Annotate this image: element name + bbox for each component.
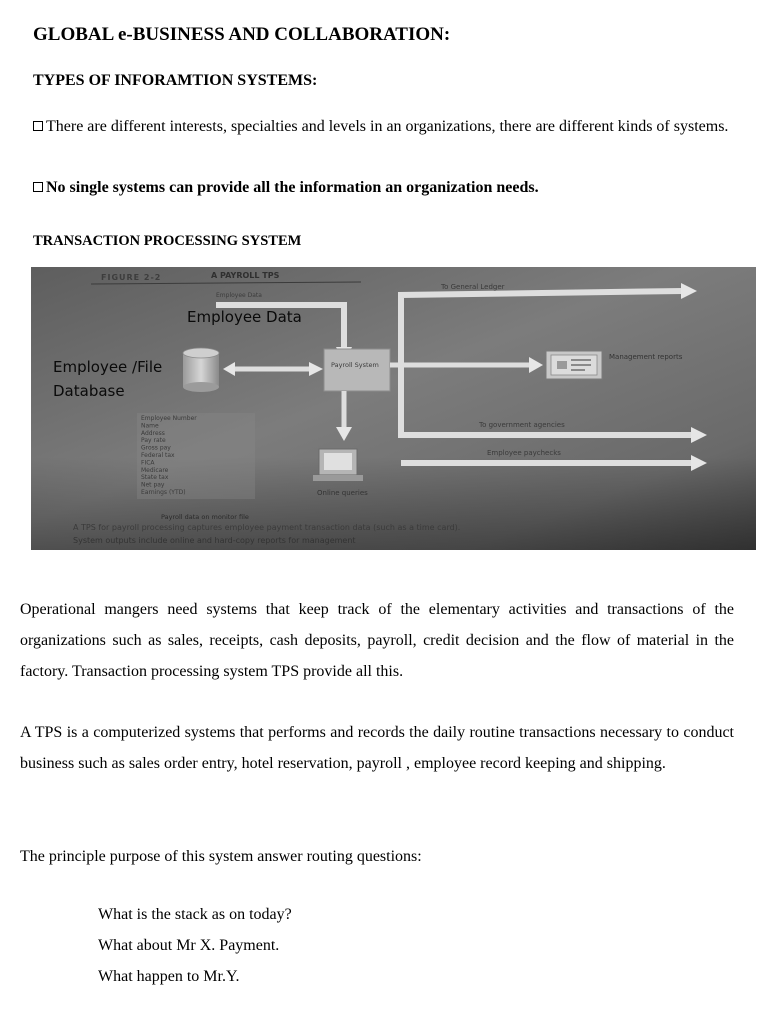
employee-field-item: Name: [141, 422, 159, 430]
management-reports-icon: [546, 351, 602, 379]
bullet-text: No single systems can provide all the information an organization needs.: [46, 179, 539, 196]
paychecks-label: Employee paychecks: [487, 449, 561, 457]
payroll-monitor-label: Payroll data on monitor file: [161, 513, 249, 521]
database-label-line2: Database: [53, 382, 125, 400]
employee-field-item: Pay rate: [141, 437, 166, 445]
page-title: GLOBAL e-BUSINESS AND COLLABORATION:: [33, 24, 451, 45]
bullet-item: [33, 178, 733, 197]
payroll-system-label: Payroll System: [331, 361, 379, 369]
employee-field-item: Net pay: [141, 481, 165, 489]
figure-caption-line1: A TPS for payroll processing captures employee payment transaction data (such as a time card).: [73, 523, 461, 532]
to-general-ledger-label: To General Ledger: [441, 283, 505, 291]
question-item: What about Mr X. Payment.: [98, 937, 280, 954]
employee-field-item: Federal tax: [141, 452, 175, 459]
employee-field-item: Earnings (YTD): [141, 489, 186, 496]
figure-title: A PAYROLL TPS: [211, 271, 280, 280]
section-heading: TRANSACTION PROCESSING SYSTEM: [33, 233, 302, 249]
computer-terminal-icon: [313, 449, 363, 481]
paragraph: A TPS is a computerized systems that performs and records the daily routine transactions necessary to conduct business such as sales order entry, hotel reservation, payroll , employee record keeping and shipping.: [20, 724, 734, 772]
employee-field-item: Gross pay: [141, 444, 171, 452]
database-cylinder-icon: [183, 348, 219, 392]
to-government-label: To government agencies: [479, 421, 565, 429]
payroll-system-box: [324, 349, 390, 391]
employee-field-item: State tax: [141, 474, 169, 482]
employee-field-item: Medicare: [141, 466, 169, 474]
employee-data-label: Employee Data: [187, 308, 302, 326]
figure-caption-line2: System outputs include online and hard-copy reports for management: [73, 536, 356, 545]
employee-field-item: FICA: [141, 459, 155, 467]
figure-label: FIGURE 2-2: [101, 273, 162, 282]
checkbox-bullet-icon: [33, 182, 43, 192]
question-item: What happen to Mr.Y.: [98, 968, 240, 985]
bullet-text: There are different interests, specialties and levels in an organizations, there are different kinds of systems.: [46, 118, 729, 135]
checkbox-bullet-icon: [33, 121, 43, 131]
online-queries-label: Online queries: [317, 489, 368, 497]
payroll-tps-figure: [31, 267, 756, 550]
employee-field-item: Address: [141, 429, 165, 437]
page-subtitle: TYPES OF INFORAMTION SYSTEMS:: [33, 72, 318, 89]
management-reports-label: Management reports: [609, 353, 683, 361]
database-label-line1: Employee /File: [53, 358, 163, 376]
paragraph: The principle purpose of this system answer routing questions:: [20, 848, 422, 865]
paragraph: Operational mangers need systems that keep track of the elementary activities and transactions of the organizations such as sales, receipts, cash deposits, payroll, credit decision and the flow of material in the factory. Transaction processing system TPS provide all this.: [20, 601, 734, 680]
bullet-item: [33, 117, 733, 136]
employee-field-item: Employee Number: [141, 415, 197, 422]
question-item: What is the stack as on today?: [98, 906, 292, 923]
employee-data-small-label: Employee Data: [216, 292, 262, 299]
